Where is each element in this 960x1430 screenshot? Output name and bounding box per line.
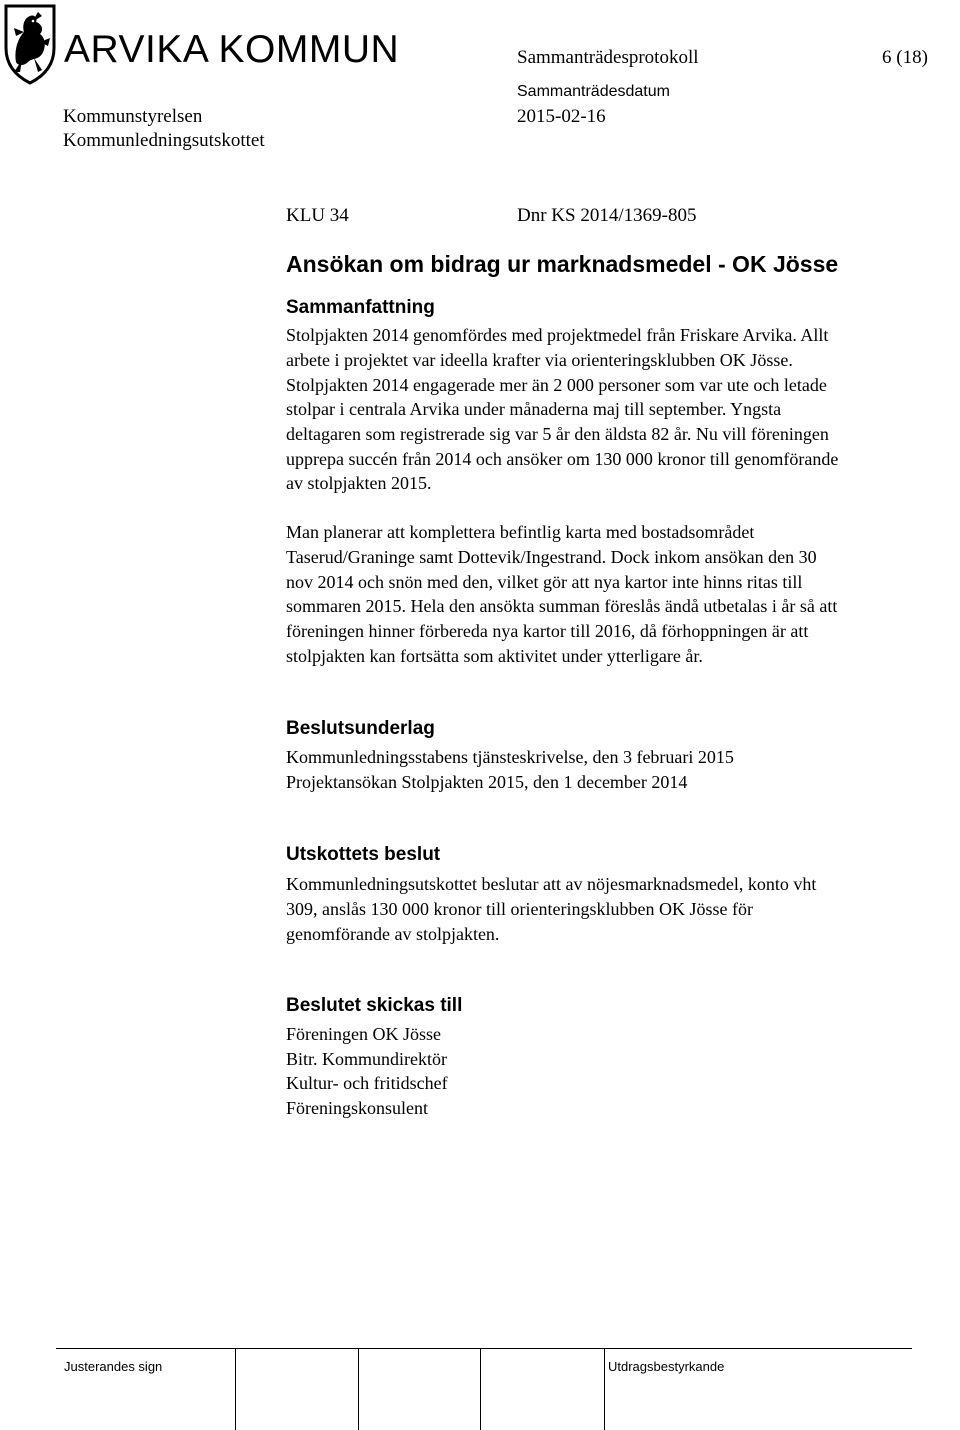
summary-line: nov 2014 och snön med den, vilket gör att nya kartor inte hinns ritas till xyxy=(286,572,803,592)
recipient: Föreningen OK Jösse xyxy=(286,1024,441,1044)
page-number: 6 (18) xyxy=(882,47,928,68)
footer-utdragsbestyrkande: Utdragsbestyrkande xyxy=(608,1359,725,1374)
summary-line: Man planerar att komplettera befintlig karta med bostadsområdet xyxy=(286,522,755,542)
org-name-logo: ARVIKA KOMMUN xyxy=(64,28,400,71)
case-dnr: Dnr KS 2014/1369-805 xyxy=(517,205,697,226)
case-number: KLU 34 xyxy=(286,205,349,226)
summary-line: upprepa succén från 2014 och ansöker om 130 000 kronor till genomförande xyxy=(286,449,839,469)
summary-line: deltagaren som registrerade sig var 5 år den äldsta 82 år. Nu vill föreningen xyxy=(286,424,829,444)
summary-line: sommaren 2015. Hela den ansökta summan föreslås ändå utbetalas i år så att xyxy=(286,596,838,616)
document-type: Sammanträdesprotokoll xyxy=(517,47,699,68)
body-name: Kommunstyrelsen xyxy=(63,106,203,127)
meeting-date: 2015-02-16 xyxy=(517,106,606,127)
summary-line: föreningen hinner förbereda nya kartor till 2016, då förhoppningen är att xyxy=(286,621,809,641)
decision-line: Kommunledningsutskottet beslutar att av nöjesmarknadsmedel, konto vht xyxy=(286,874,817,894)
footer-column-divider xyxy=(235,1348,236,1430)
footer-divider xyxy=(56,1348,912,1349)
section-heading-utskottets-beslut: Utskottets beslut xyxy=(286,844,441,865)
committee-name: Kommunledningsutskottet xyxy=(63,130,265,151)
basis-document: Projektansökan Stolpjakten 2015, den 1 december 2014 xyxy=(286,772,688,792)
summary-line: stolpjakten kan fortsätta som aktivitet under ytterligare år. xyxy=(286,646,703,666)
footer-justerandes-sign: Justerandes sign xyxy=(64,1359,163,1374)
footer-column-divider xyxy=(480,1348,481,1430)
date-label: Sammanträdesdatum xyxy=(517,83,670,100)
summary-line: Taserud/Graninge samt Dottevik/Ingestrand. Dock inkom ansökan den 30 xyxy=(286,547,817,567)
summary-line: av stolpjakten 2015. xyxy=(286,473,432,493)
municipal-crest-logo xyxy=(2,2,58,86)
footer-column-divider xyxy=(358,1348,359,1430)
summary-line: Stolpjakten 2014 engagerade mer än 2 000 personer som var ute och letade xyxy=(286,375,827,395)
basis-document: Kommunledningsstabens tjänsteskrivelse, den 3 februari 2015 xyxy=(286,747,734,767)
recipient: Kultur- och fritidschef xyxy=(286,1073,448,1093)
section-heading-beslutet-skickas-till: Beslutet skickas till xyxy=(286,995,463,1016)
decision-line: genomförande av stolpjakten. xyxy=(286,924,500,944)
decision-line: 309, anslås 130 000 kronor till orienteringsklubben OK Jösse för xyxy=(286,899,753,919)
summary-line: Stolpjakten 2014 genomfördes med projektmedel från Friskare Arvika. Allt xyxy=(286,325,829,345)
recipient: Föreningskonsulent xyxy=(286,1098,428,1118)
section-heading-sammanfattning: Sammanfattning xyxy=(286,297,435,318)
footer-column-divider xyxy=(604,1348,605,1430)
case-title: Ansökan om bidrag ur marknadsmedel - OK Jösse xyxy=(286,251,839,277)
summary-line: stolpar i centrala Arvika under månaderna maj till september. Yngsta xyxy=(286,399,782,419)
section-heading-beslutsunderlag: Beslutsunderlag xyxy=(286,718,435,739)
summary-line: arbete i projektet var ideella krafter via orienteringsklubben OK Jösse. xyxy=(286,350,793,370)
recipient: Bitr. Kommundirektör xyxy=(286,1049,447,1069)
